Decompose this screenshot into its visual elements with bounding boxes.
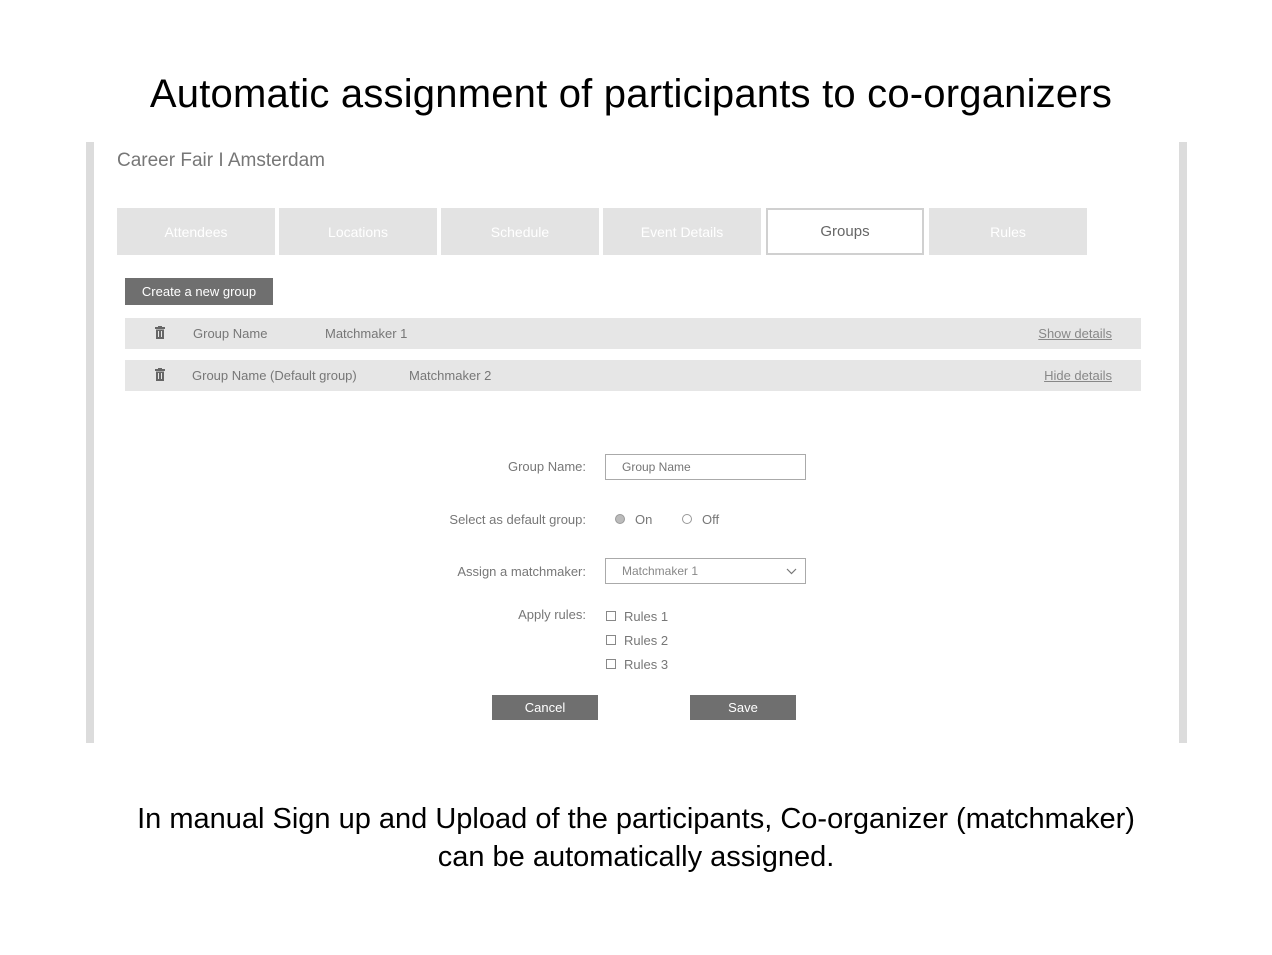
tab-rules[interactable]: Rules <box>929 208 1087 255</box>
default-off-radio[interactable] <box>682 514 692 524</box>
apply-rules-label: Apply rules: <box>518 607 586 622</box>
group-matchmaker: Matchmaker 1 <box>325 326 408 341</box>
tab-event-details[interactable]: Event Details <box>603 208 761 255</box>
rules-1-label: Rules 1 <box>624 609 669 624</box>
group-row <box>125 318 1141 349</box>
chevron-down-icon <box>786 568 797 575</box>
default-group-label: Select as default group: <box>449 512 586 527</box>
tab-groups[interactable]: Groups <box>766 208 924 255</box>
footnote-line-2: can be automatically assigned. <box>437 841 835 873</box>
rules-1-checkbox[interactable] <box>606 611 616 621</box>
group-name: Group Name (Default group) <box>192 368 357 383</box>
group-row <box>125 360 1141 391</box>
tab-attendees[interactable]: Attendees <box>117 208 275 255</box>
matchmaker-select-value: Matchmaker 1 <box>622 564 699 578</box>
event-title: Career Fair I Amsterdam <box>117 150 325 171</box>
rules-3-checkbox[interactable] <box>606 659 616 669</box>
default-off-label: Off <box>702 512 720 527</box>
matchmaker-select[interactable] <box>605 558 806 584</box>
footnote-line-1: In manual Sign up and Upload of the participants, Co-organizer (matchmaker) <box>137 803 1135 835</box>
rules-2-label: Rules 2 <box>624 633 669 648</box>
create-group-button[interactable]: Create a new group <box>125 278 273 305</box>
matchmaker-label: Assign a matchmaker: <box>457 564 586 579</box>
tab-locations[interactable]: Locations <box>279 208 437 255</box>
group-name-input[interactable] <box>605 454 806 480</box>
slide-title: Automatic assignment of participants to co-organizers <box>149 72 1113 116</box>
hide-details-link[interactable]: Hide details <box>1044 368 1112 383</box>
group-name: Group Name <box>193 326 268 341</box>
save-button[interactable]: Save <box>690 695 796 720</box>
trash-icon[interactable] <box>155 368 165 381</box>
slide-footnote <box>0 800 1272 876</box>
default-on-radio[interactable] <box>615 514 625 524</box>
show-details-link[interactable]: Show details <box>1038 326 1112 341</box>
tab-schedule[interactable]: Schedule <box>441 208 599 255</box>
trash-icon[interactable] <box>155 326 165 339</box>
group-name-label: Group Name: <box>507 459 586 474</box>
group-matchmaker: Matchmaker 2 <box>409 368 492 383</box>
rules-2-checkbox[interactable] <box>606 635 616 645</box>
cancel-button[interactable]: Cancel <box>492 695 598 720</box>
rules-3-label: Rules 3 <box>624 657 669 672</box>
default-on-label: On <box>635 512 653 527</box>
